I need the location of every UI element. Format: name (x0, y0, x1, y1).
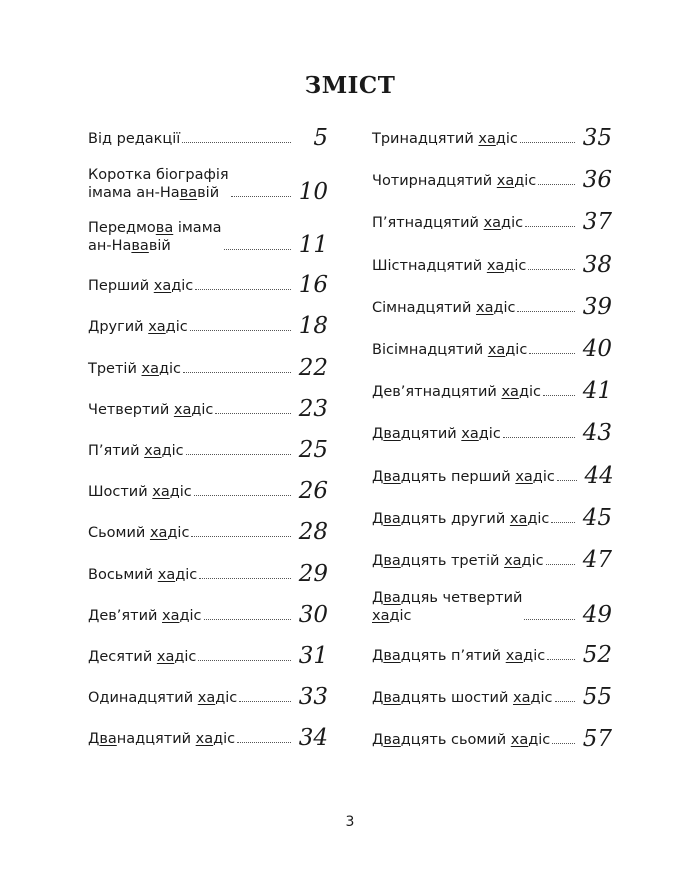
dot-leader (551, 522, 575, 523)
toc-entry-page: 47 (582, 546, 612, 573)
toc-entry-page: 41 (582, 378, 612, 405)
toc-entry-label: Вісімнадцятий хадіс (372, 341, 528, 358)
dot-leader (231, 196, 291, 197)
toc-entry-label: Коротка біографія імама ан-Нававій (88, 167, 229, 202)
toc-entry[interactable] (372, 125, 612, 151)
toc-entry-label: Передмова імама ан-Нававій (88, 220, 222, 255)
toc-entry-page: 37 (582, 209, 612, 236)
toc-entry[interactable] (372, 684, 612, 710)
toc-entry[interactable] (372, 294, 612, 320)
dot-leader (186, 454, 291, 455)
toc-entry-label: П’ятнадцятий хадіс (372, 215, 524, 232)
dot-leader (183, 372, 291, 373)
dot-leader (538, 184, 575, 185)
toc-entry-page: 44 (584, 462, 614, 489)
toc-entry[interactable] (372, 642, 612, 668)
dot-leader (555, 701, 576, 702)
toc-entry-page: 57 (582, 726, 612, 753)
dot-leader (557, 480, 577, 481)
toc-entry-page: 52 (582, 642, 612, 669)
toc-entry-label: Двадцятий хадіс (372, 426, 501, 443)
toc-entry[interactable] (88, 355, 328, 381)
toc-entry-page: 10 (298, 179, 328, 206)
toc-entry-label: Тринадцятий хадіс (372, 131, 518, 147)
toc-entry-page: 45 (582, 504, 612, 531)
toc-entry[interactable] (88, 478, 328, 504)
dot-leader (191, 536, 291, 537)
toc-entry[interactable] (88, 602, 328, 628)
dot-leader (525, 226, 575, 227)
toc-entry-label: Двадцять третій хадіс (372, 552, 544, 569)
toc-entry-page: 55 (582, 684, 612, 711)
toc-entry-label: Десятий хадіс (88, 648, 197, 665)
page-number: 3 (345, 814, 355, 830)
toc-entry-page: 38 (582, 251, 612, 278)
toc-entry-page: 11 (298, 232, 328, 259)
toc-entry[interactable] (372, 505, 612, 531)
toc-entry-page: 35 (582, 125, 612, 151)
toc-entry[interactable] (88, 725, 328, 751)
toc-entry-label: Від редакції (88, 131, 181, 147)
toc-entry-page: 34 (298, 725, 328, 752)
toc-entry-label: Другий хадіс (88, 319, 188, 336)
toc-entry[interactable] (372, 336, 612, 362)
dot-leader (503, 437, 575, 438)
dot-leader (517, 311, 575, 312)
toc-entry[interactable] (88, 272, 328, 298)
dot-leader (547, 659, 575, 660)
toc-entry-label: Восьмий хадіс (88, 566, 198, 583)
toc-entry-label: П’ятий хадіс (88, 442, 184, 459)
toc-entry-label: Дев’ятий хадіс (88, 607, 202, 624)
toc-entry-label: Сімнадцятий хадіс (372, 299, 516, 316)
toc-entry[interactable] (88, 313, 328, 339)
dot-leader (529, 353, 575, 354)
toc-entry[interactable] (88, 437, 328, 463)
toc-entry-page: 26 (298, 478, 328, 505)
dot-leader (528, 269, 575, 270)
toc-entry-label: Двадцять сьомий хадіс (372, 732, 551, 749)
toc-entry[interactable] (88, 684, 328, 710)
toc-entry-page: 23 (298, 395, 328, 422)
toc-entry[interactable] (88, 125, 328, 151)
dot-leader (239, 701, 291, 702)
toc-entry-label: Сьомий хадіс (88, 525, 190, 542)
toc-entry-page: 16 (298, 272, 328, 299)
toc-entry[interactable] (372, 378, 612, 404)
toc-entry[interactable] (88, 219, 328, 258)
toc-entry-page: 22 (298, 354, 328, 381)
dot-leader (199, 578, 291, 579)
dot-leader (190, 330, 291, 331)
dot-leader (204, 619, 291, 620)
toc-entry[interactable] (88, 396, 328, 422)
dot-leader (552, 743, 575, 744)
toc-entry[interactable] (372, 252, 612, 278)
toc-entry-label: Чотирнадцятий хадіс (372, 173, 537, 190)
toc-entry[interactable] (372, 463, 612, 489)
dot-leader (215, 413, 291, 414)
toc-entry-label: Шостий хадіс (88, 484, 192, 501)
toc-entry[interactable] (372, 167, 612, 193)
toc-entry-label: Третій хадіс (88, 360, 181, 377)
dot-leader (224, 249, 291, 250)
toc-entry-label: Четвертий хадіс (88, 401, 214, 418)
toc-entry-label: Двадцять п’ятий хадіс (372, 648, 546, 665)
toc-entry[interactable] (88, 643, 328, 669)
toc-entry-label: Двадцять перший хадіс (372, 468, 555, 485)
toc-entry-page: 5 (313, 125, 328, 151)
toc-entry[interactable] (88, 166, 328, 205)
toc-entry-label: Шістнадцятий хадіс (372, 257, 527, 274)
toc-entry-page: 43 (582, 420, 612, 447)
toc-entry-page: 30 (298, 601, 328, 628)
toc-entry-page: 40 (582, 335, 612, 362)
toc-entry-label: Одинадцятий хадіс (88, 690, 238, 707)
toc-entry-page: 28 (298, 519, 328, 546)
dot-leader (546, 564, 575, 565)
toc-entry-label: Дев’ятнадцятий хадіс (372, 384, 541, 401)
dot-leader (182, 142, 291, 143)
toc-entry[interactable] (88, 561, 328, 587)
toc-entry-page: 18 (298, 313, 328, 340)
dot-leader (237, 742, 291, 743)
dot-leader (543, 395, 575, 396)
toc-entry-page: 49 (582, 602, 612, 629)
toc-entry-label: Дванадцятий хадіс (88, 731, 236, 748)
toc-entry-page: 29 (298, 560, 328, 587)
dot-leader (198, 660, 291, 661)
dot-leader (520, 142, 575, 143)
dot-leader (195, 289, 291, 290)
page-title: ЗМІСТ (304, 72, 396, 99)
toc-entry-page: 33 (298, 684, 328, 711)
dot-leader (524, 619, 575, 620)
toc-entry-label: Двадцять другий хадіс (372, 510, 550, 527)
toc-entry[interactable] (88, 519, 328, 545)
toc-entry-label: Двадцяь четвертий хадіс (372, 590, 523, 625)
toc-entry-page: 25 (298, 436, 328, 463)
toc-entry[interactable] (372, 209, 612, 235)
toc-entry-page: 36 (582, 167, 612, 194)
toc-entry[interactable] (372, 726, 612, 752)
toc-entry-label: Двадцять шостий хадіс (372, 690, 553, 707)
toc-left-column (88, 125, 328, 766)
toc-entry-page: 39 (582, 293, 612, 320)
toc-entry-label: Перший хадіс (88, 278, 194, 295)
toc-entry[interactable] (372, 420, 612, 446)
toc-right-column (372, 125, 612, 769)
toc-entry[interactable] (372, 547, 612, 573)
dot-leader (194, 495, 291, 496)
toc-entry[interactable] (372, 589, 612, 628)
toc-entry-page: 31 (298, 642, 328, 669)
